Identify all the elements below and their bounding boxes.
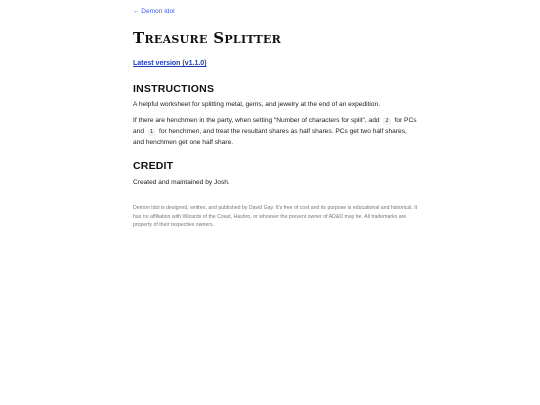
instructions-body-part1: If there are henchmen in the party, when setting “Number of characters for split”, add xyxy=(133,117,380,124)
instructions-body-part2: for PCs and xyxy=(133,117,417,135)
footer-disclaimer: Demon Idol is designed, written, and published by David Gay. It’s free of cost and its purpose is educational and historical. It has no affiliation with Wizards of the Coast, Hasbro, or whoever the present owner of AD&D may be. All trademarks are property of their respective owners. xyxy=(133,205,418,229)
instructions-heading: INSTRUCTIONS xyxy=(133,83,215,95)
instructions-body-part3: for henchmen, and treat the resultant shares as half shares. PCs get two half shares, and henchmen get one half share. xyxy=(133,128,407,146)
page-title: Treasure Splitter xyxy=(133,29,282,47)
instructions-henchmen-text xyxy=(133,115,418,148)
code-henchmen-value: 1 xyxy=(149,128,154,135)
latest-version-link[interactable]: Latest version (v1.1.0) xyxy=(133,60,207,67)
code-pcs-value: 2 xyxy=(385,117,389,124)
instructions-intro: A helpful worksheet for splitting metal, gems, and jewelry at the end of an expedition. xyxy=(133,101,381,108)
credit-text: Created and maintained by Josh. xyxy=(133,179,230,186)
credit-heading: CREDIT xyxy=(133,160,174,172)
back-link-demon-idol[interactable]: ← Demon Idol xyxy=(133,8,175,15)
